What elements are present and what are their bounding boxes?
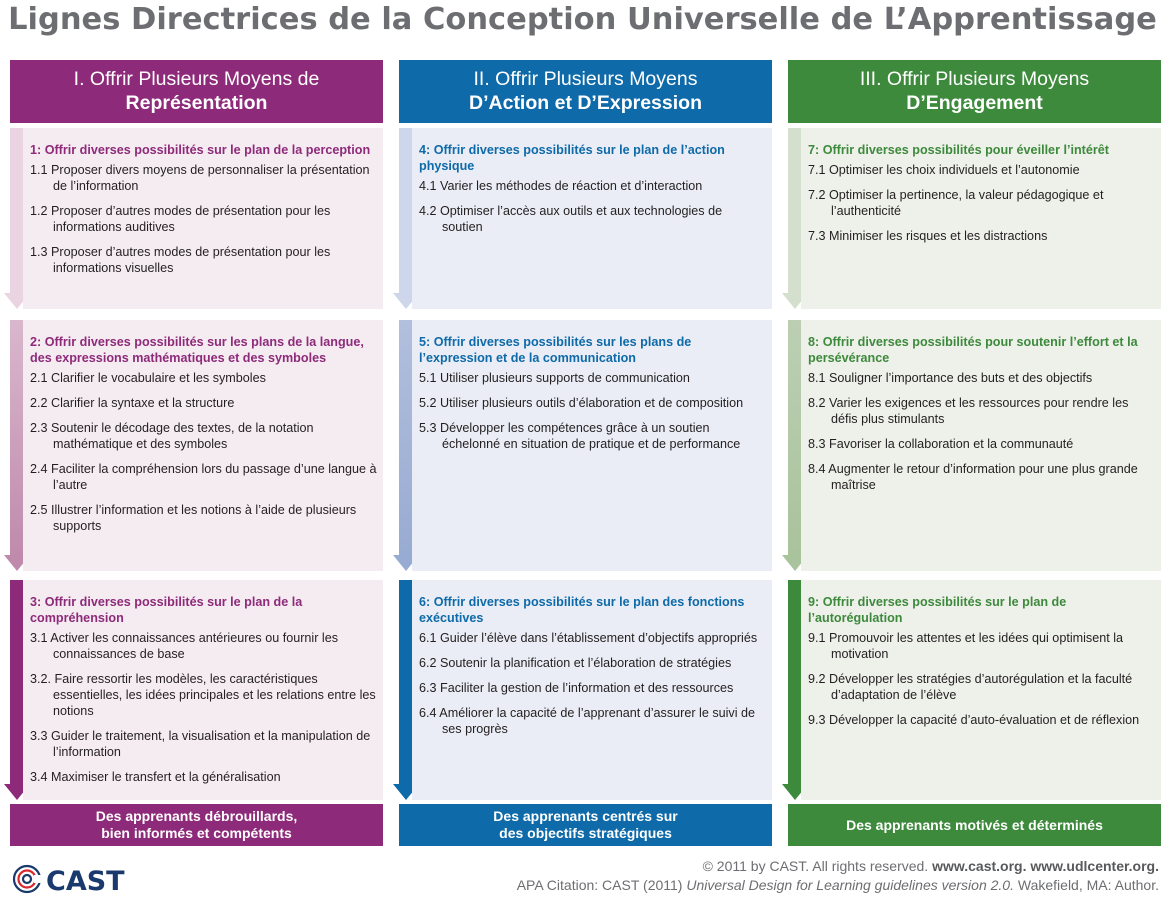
principle-header <box>399 60 772 123</box>
progress-bar <box>788 128 801 295</box>
checkpoint-item: 9.3 Développer la capacité d’auto-évaluation et de réflexion <box>808 713 1140 727</box>
guideline-panel <box>412 580 772 800</box>
checkpoint-item: 5.2 Utiliser plusieurs outils d’élaboration et de composition <box>419 396 744 410</box>
guideline-panel <box>412 320 772 571</box>
principle-header-line1: III. Offrir Plusieurs Moyens <box>859 68 1090 90</box>
guideline-block <box>788 320 1161 571</box>
guideline-title: 4: Offrir diverses possibilités sur le plan de l’action physique <box>419 143 725 173</box>
copyright-notice <box>517 857 1159 895</box>
checkpoint-item: 2.1 Clarifier le vocabulaire et les symboles <box>30 371 266 385</box>
guideline-block <box>399 580 772 800</box>
guideline-block <box>10 580 383 800</box>
column-representation <box>10 60 383 841</box>
website-links[interactable]: www.cast.org. www.udlcenter.org. <box>932 858 1159 874</box>
guideline-title: 1: Offrir diverses possibilités sur le plan de la perception <box>30 143 371 157</box>
checkpoint-item: 7.3 Minimiser les risques et les distractions <box>808 229 1048 243</box>
guideline-panel <box>412 128 772 309</box>
principle-header-line1: II. Offrir Plusieurs Moyens <box>473 68 698 90</box>
principle-header-line2: D’Action et D’Expression <box>469 92 702 114</box>
checkpoint-item: 9.1 Promouvoir les attentes et les idées qui optimisent la motivation <box>808 631 1124 661</box>
checkpoint-item: 6.1 Guider l’élève dans l’établissement d’objectifs appropriés <box>419 631 758 645</box>
progress-bar <box>788 580 801 786</box>
guideline-block <box>788 128 1161 309</box>
guideline-panel <box>801 128 1161 309</box>
guideline-panel <box>23 320 383 571</box>
guideline-title: 8: Offrir diverses possibilités pour soutenir l’effort et la persévérance <box>808 335 1138 365</box>
checkpoint-item: 3.2. Faire ressortir les modèles, les caractéristiques essentielles, les idées principales et les relations entre les notions <box>30 672 376 718</box>
checkpoint-item: 1.2 Proposer d’autres modes de présentation pour les informations auditives <box>30 204 331 234</box>
checkpoint-item: 2.3 Soutenir le décodage des textes, de la notation mathématique et des symboles <box>30 421 314 451</box>
checkpoint-item: 4.1 Varier les méthodes de réaction et d’interaction <box>419 179 703 193</box>
progress-bar <box>399 320 412 557</box>
expert-learner-footer: Des apprenants motivés et déterminés <box>788 804 1161 846</box>
checkpoint-item: 5.1 Utiliser plusieurs supports de communication <box>419 371 690 385</box>
checkpoint-item: 8.3 Favoriser la collaboration et la communauté <box>808 437 1074 451</box>
page-title: Lignes Directrices de la Conception Universelle de L’Apprentissage <box>8 2 1157 37</box>
column-engagement <box>788 60 1161 833</box>
checkpoint-item: 2.5 Illustrer l’information et les notions à l’aide de plusieurs supports <box>30 503 357 533</box>
checkpoint-item: 8.2 Varier les exigences et les ressources pour rendre les défis plus stimulants <box>808 396 1129 426</box>
column-action-expression <box>399 60 772 841</box>
guideline-title: 6: Offrir diverses possibilités sur le plan des fonctions exécutives <box>419 595 745 625</box>
checkpoint-item: 6.3 Faciliter la gestion de l’information et des ressources <box>419 681 734 695</box>
checkpoint-item: 6.2 Soutenir la planification et l’élaboration de stratégies <box>419 656 732 670</box>
guideline-block <box>788 580 1161 800</box>
checkpoint-item: 1.1 Proposer divers moyens de personnaliser la présentation de l’information <box>30 163 370 193</box>
guideline-panel <box>23 128 383 309</box>
checkpoint-item: 8.1 Souligner l’importance des buts et des objectifs <box>808 371 1093 385</box>
checkpoint-item: 7.1 Optimiser les choix individuels et l’autonomie <box>808 163 1080 177</box>
checkpoint-item: 5.3 Développer les compétences grâce à un soutien échelonné en situation de pratique et de performance <box>419 421 741 451</box>
progress-bar <box>399 580 412 786</box>
guideline-title: 2: Offrir diverses possibilités sur les plans de la langue, des expressions mathématiques et des symboles <box>30 335 364 365</box>
checkpoint-item: 3.3 Guider le traitement, la visualisation et la manipulation de l’information <box>30 729 371 759</box>
checkpoint-item: 4.2 Optimiser l’accès aux outils et aux technologies de soutien <box>419 204 723 234</box>
copyright-text: © 2011 by CAST. All rights reserved. <box>702 858 929 874</box>
guideline-panel <box>801 580 1161 800</box>
principle-header-line2: D’Engagement <box>906 92 1043 114</box>
guideline-panel <box>801 320 1161 571</box>
cast-logo <box>12 864 125 899</box>
principle-header <box>10 60 383 123</box>
progress-bar <box>10 580 23 786</box>
guideline-title: 5: Offrir diverses possibilités sur les plans de l’expression et de la communication <box>419 335 692 365</box>
checkpoint-item: 9.2 Développer les stratégies d’autorégulation et la faculté d’adaptation de l’élève <box>808 672 1133 702</box>
guideline-block <box>10 320 383 571</box>
cast-logo-text: CAST <box>46 866 125 897</box>
principle-header <box>788 60 1161 123</box>
guideline-block <box>399 128 772 309</box>
progress-bar <box>10 128 23 295</box>
progress-bar <box>788 320 801 557</box>
progress-bar <box>10 320 23 557</box>
guideline-title: 9: Offrir diverses possibilités sur le plan de l’autorégulation <box>808 595 1067 625</box>
checkpoint-item: 8.4 Augmenter le retour d’information pour une plus grande maîtrise <box>808 462 1138 492</box>
citation-title: Universal Design for Learning guidelines version 2.0. <box>686 877 1014 893</box>
progress-bar <box>399 128 412 295</box>
expert-learner-footer: Des apprenants débrouillards, bien informés et compétents <box>10 804 383 846</box>
checkpoint-item: 6.4 Améliorer la capacité de l’apprenant d’assurer le suivi de ses progrès <box>419 706 756 736</box>
citation-prefix: APA Citation: CAST (2011) <box>516 877 683 893</box>
checkpoint-item: 7.2 Optimiser la pertinence, la valeur pédagogique et l’authenticité <box>808 188 1104 218</box>
principle-header-line1: I. Offrir Plusieurs Moyens de <box>73 68 320 90</box>
checkpoint-item: 3.4 Maximiser le transfert et la généralisation <box>30 770 281 784</box>
principle-header-line2: Représentation <box>125 92 268 114</box>
guideline-title: 3: Offrir diverses possibilités sur le plan de la compréhension <box>30 595 303 625</box>
guideline-block <box>399 320 772 571</box>
checkpoint-item: 2.4 Faciliter la compréhension lors du passage d’une langue à l’autre <box>30 462 377 492</box>
guideline-panel <box>23 580 383 800</box>
cast-logo-icon <box>12 864 42 899</box>
guideline-block <box>10 128 383 309</box>
checkpoint-item: 2.2 Clarifier la syntaxe et la structure <box>30 396 235 410</box>
citation-suffix: Wakefield, MA: Author. <box>1017 877 1159 893</box>
checkpoint-item: 3.1 Activer les connaissances antérieures ou fournir les connaissances de base <box>30 631 339 661</box>
checkpoint-item: 1.3 Proposer d’autres modes de présentation pour les informations visuelles <box>30 245 331 275</box>
expert-learner-footer: Des apprenants centrés sur des objectifs stratégiques <box>399 804 772 846</box>
guideline-title: 7: Offrir diverses possibilités pour éveiller l’intérêt <box>808 143 1109 157</box>
